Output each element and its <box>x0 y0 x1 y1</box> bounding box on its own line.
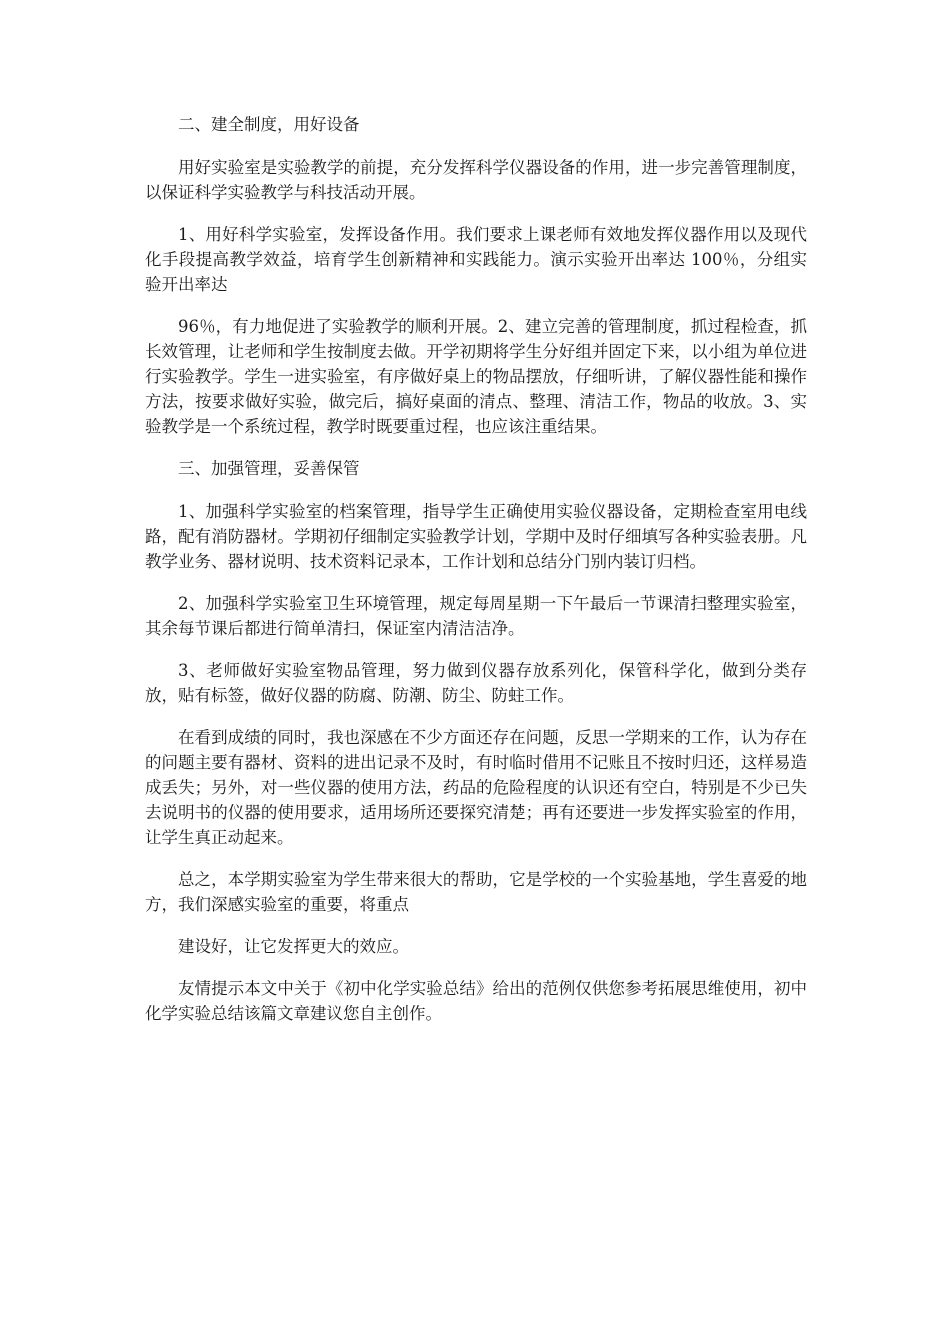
body-paragraph: 用好实验室是实验教学的前提，充分发挥科学仪器设备的作用，进一步完善管理制度，以保证科学实验教学与科技活动开展。 <box>145 158 807 202</box>
body-paragraph: 2、加强科学实验室卫生环境管理，规定每周星期一下午最后一节课清扫整理实验室，其余每节课后都进行简单清扫，保证室内清洁洁净。 <box>145 594 807 638</box>
body-paragraph: 1、加强科学实验室的档案管理，指导学生正确使用实验仪器设备，定期检查室用电线路，配有消防器材。学期初仔细制定实验教学计划，学期中及时仔细填写各种实验表册。凡教学业务、器材说明、技术资料记录本，工作计划和总结分门别内装订归档。 <box>145 502 807 571</box>
body-paragraph: 在看到成绩的同时，我也深感在不少方面还存在问题，反思一学期来的工作，认为存在的问题主要有器材、资料的进出记录不及时，有时临时借用不记账且不按时归还，这样易造成丢失；另外，对一些仪器的使用方法，药品的危险程度的认识还有空白，特别是不少已失去说明书的仪器的使用要求，适用场所还要探究清楚；再有还要进一步发挥实验室的作用，让学生真正动起来。 <box>145 728 807 847</box>
body-paragraph: 建设好，让它发挥更大的效应。 <box>178 937 409 956</box>
document-page <box>145 112 807 1043</box>
section-heading-2: 二、建全制度，用好设备 <box>178 115 360 134</box>
body-paragraph: 3、老师做好实验室物品管理，努力做到仪器存放系列化，保管科学化，做到分类存放，贴有标签，做好仪器的防腐、防潮、防尘、防蛀工作。 <box>145 661 807 705</box>
disclaimer-paragraph: 友情提示本文中关于《初中化学实验总结》给出的范例仅供您参考拓展思维使用，初中化学实验总结该篇文章建议您自主创作。 <box>145 979 807 1023</box>
section-heading-3: 三、加强管理，妥善保管 <box>178 459 360 478</box>
body-paragraph: 96％，有力地促进了实验教学的顺利开展。2、建立完善的管理制度，抓过程检查，抓长效管理，让老师和学生按制度去做。开学初期将学生分好组并固定下来，以小组为单位进行实验教学。学生一进实验室，有序做好桌上的物品摆放，仔细听讲，了解仪器性能和操作方法，按要求做好实验，做完后，搞好桌面的清点、整理、清洁工作，物品的收放。3、实验教学是一个系统过程，教学时既要重过程，也应该注重结果。 <box>145 317 807 436</box>
body-paragraph: 1、用好科学实验室，发挥设备作用。我们要求上课老师有效地发挥仪器作用以及现代化手段提高教学效益，培育学生创新精神和实践能力。演示实验开出率达 100％，分组实验开出率达 <box>145 225 807 294</box>
body-paragraph: 总之，本学期实验室为学生带来很大的帮助，它是学校的一个实验基地，学生喜爱的地方，我们深感实验室的重要，将重点 <box>145 870 807 914</box>
